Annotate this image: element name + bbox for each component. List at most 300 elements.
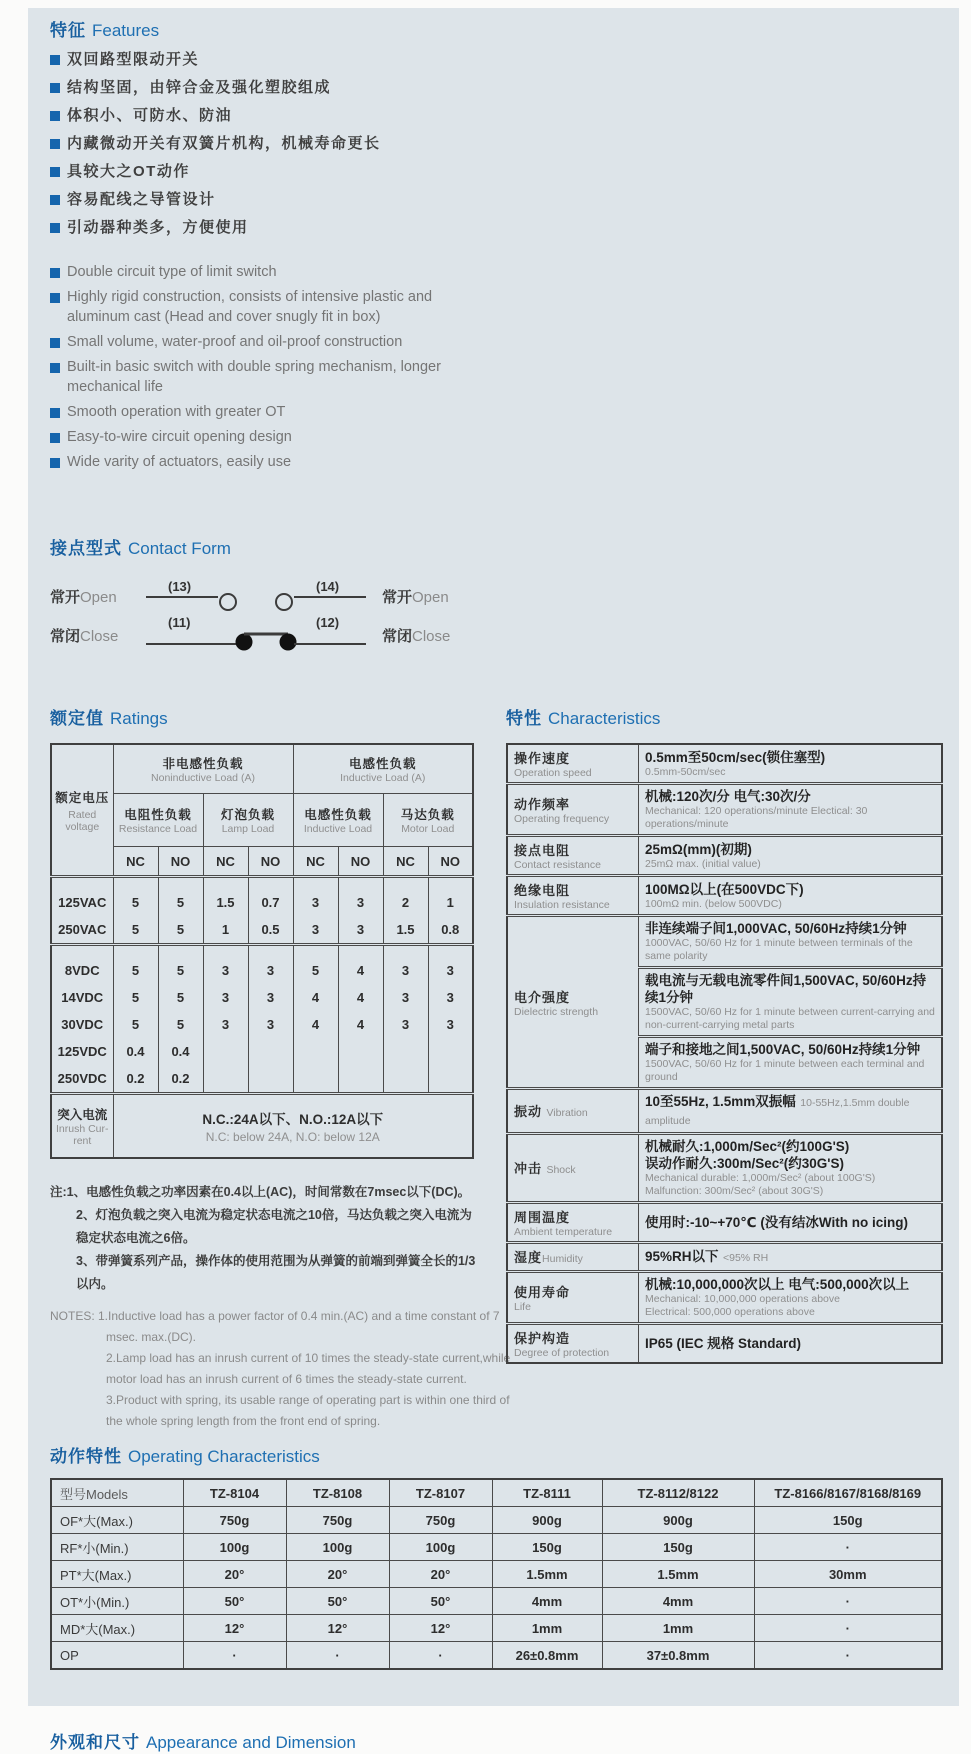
note-zh-1: 注:1、电感性负载之功率因素在0.4以上(AC)，时间常数在7msec以下(DC)。	[50, 1185, 471, 1199]
ratings-row	[51, 916, 473, 945]
model-column-header: TZ-8107	[389, 1479, 492, 1507]
ratings-cell: 3	[338, 916, 383, 945]
operating-row-label: MD*大(Max.)	[51, 1615, 183, 1642]
value-zh: 95%RH以下	[645, 1249, 719, 1264]
value-zh: 使用时:-10~+70℃ (没有结冰With no icing)	[645, 1215, 908, 1230]
bullet-square-icon	[50, 223, 60, 233]
feature-item-en	[50, 287, 490, 327]
label-en: Contact resistance	[514, 859, 601, 871]
ratings-group-vac	[51, 877, 473, 945]
terminal-label-12: (12)	[316, 615, 340, 630]
feature-item-zh	[50, 133, 943, 154]
appearance-title	[50, 1732, 943, 1754]
char-row-ambient-temperature	[507, 1203, 942, 1243]
value-zh: 0.5mm至50cm/sec(锁住塞型)	[645, 749, 826, 765]
operating-cell: 50°	[389, 1588, 492, 1615]
operating-cell: 750g	[286, 1507, 389, 1534]
operating-characteristics-section	[50, 1446, 943, 1670]
value-en: 10-55Hz,1.5mm double amplitude	[645, 1097, 910, 1127]
bullet-square-icon	[50, 139, 60, 149]
operating-row-label: RF*小(Min.)	[51, 1534, 183, 1561]
value-en: Mechanical: 10,000,000 operations above	[645, 1293, 840, 1305]
notes-zh	[50, 1181, 480, 1296]
close-label-zh: 常闭	[382, 627, 413, 645]
operating-rows	[51, 1507, 942, 1670]
ratings-cell: 3	[338, 877, 383, 917]
ratings-cell: 3	[293, 877, 338, 917]
voltage-label: 125VDC	[51, 1038, 113, 1065]
model-column-header: TZ-8166/8167/8168/8169	[754, 1479, 942, 1507]
value-en: 1500VAC, 50/60 Hz for 1 minute between current-carrying and non-current-carrying metal parts	[645, 1006, 935, 1031]
open-label-zh: 常开	[50, 588, 81, 606]
feature-text: Small volume, water-proof and oil-proof construction	[67, 334, 403, 350]
ratings-cell: 0.4	[158, 1038, 203, 1065]
feature-item-en	[50, 332, 490, 352]
operating-row	[51, 1561, 942, 1588]
ratings-cell: 5	[113, 984, 158, 1011]
contact-form-title-en: Contact Form	[128, 539, 231, 558]
value-zh: 机械:120次/分 电气:30次/分	[645, 789, 811, 804]
label-en: Dielectric strength	[514, 1005, 599, 1018]
value-en: Malfunction: 300m/Sec² (about 30G'S)	[645, 1185, 824, 1197]
ratings-cell	[338, 1065, 383, 1094]
close-label-left	[50, 625, 138, 646]
close-label-right	[382, 625, 450, 646]
feature-text: 体积小、可防水、防油	[67, 107, 233, 124]
ratings-title-en: Ratings	[110, 709, 168, 728]
operating-cell: 12°	[389, 1615, 492, 1642]
closed-contact-icon	[280, 634, 296, 650]
label-en: Humidity	[542, 1253, 583, 1265]
ratings-header-resistance	[113, 794, 203, 847]
feature-text: 具较大之OT动作	[67, 163, 190, 180]
feature-text: 双回路型限动开关	[67, 51, 200, 68]
value-zh: 误动作耐久:300m/Sec²(约30G'S)	[645, 1156, 845, 1171]
dielectric-label-cell	[507, 916, 639, 1089]
operating-row-label: PT*大(Max.)	[51, 1561, 183, 1588]
label-en: Shock	[546, 1164, 576, 1176]
ratings-table	[50, 743, 474, 1159]
operating-cell: 150g	[602, 1534, 754, 1561]
ncno-header: NC	[383, 847, 428, 877]
ratings-cell	[293, 1065, 338, 1094]
ratings-row	[51, 1038, 473, 1065]
inductive-zh: 电感性负载	[348, 757, 417, 771]
notes-en	[50, 1306, 526, 1432]
ratings-inrush-row	[51, 1094, 473, 1159]
ratings-row	[51, 877, 473, 917]
ratings-cell: 3	[248, 1011, 293, 1038]
operating-cell: 1mm	[602, 1615, 754, 1642]
value-zh: 非连续端子间1,000VAC, 50/60Hz持续1分钟	[645, 921, 907, 936]
feature-text: Double circuit type of limit switch	[67, 264, 277, 280]
label-en: Vibration	[546, 1107, 588, 1119]
ratings-cell: 1	[203, 916, 248, 945]
voltage-label: 14VDC	[51, 984, 113, 1011]
ratings-cell: 5	[158, 877, 203, 917]
features-section	[50, 20, 943, 472]
lamp-en: Lamp Load	[221, 823, 275, 835]
voltage-label: 250VAC	[51, 916, 113, 945]
operating-cell: 4mm	[492, 1588, 602, 1615]
features-title-zh: 特征	[50, 21, 86, 40]
ncno-header: NO	[248, 847, 293, 877]
char-row-contact-resistance	[507, 836, 942, 876]
ratings-ncno-row	[51, 847, 473, 877]
ratings-cell: 5	[158, 1011, 203, 1038]
rated-voltage-zh: 额定电压	[55, 790, 110, 805]
bullet-square-icon	[50, 195, 60, 205]
char-row-dielectric-1	[507, 916, 942, 968]
feature-item-zh	[50, 189, 943, 210]
inrush-value-cell	[113, 1094, 473, 1159]
close-label-zh: 常闭	[50, 627, 81, 645]
bullet-square-icon	[50, 268, 60, 278]
lamp-zh: 灯泡负载	[220, 808, 275, 822]
char-row-operating-frequency	[507, 784, 942, 836]
operating-cell: 750g	[389, 1507, 492, 1534]
value-zh: 端子和接地之间1,500VAC, 50/60Hz持续1分钟	[645, 1042, 921, 1057]
operating-row	[51, 1534, 942, 1561]
ratings-cell	[338, 1038, 383, 1065]
characteristics-table	[506, 743, 943, 1364]
terminal-label-13: (13)	[168, 579, 192, 594]
ratings-header-lamp	[203, 794, 293, 847]
value-en: Mechanical durable: 1,000m/Sec² (about 100G'S)	[645, 1172, 876, 1184]
operating-cell: ·	[183, 1642, 286, 1670]
inductive-sub-zh: 电感性负载	[304, 808, 372, 822]
resistance-en: Resistance Load	[118, 823, 198, 835]
operating-cell: 26±0.8mm	[492, 1642, 602, 1670]
char-row-insulation-resistance	[507, 876, 942, 916]
ratings-cell: 5	[113, 945, 158, 985]
ratings-header-inductive	[293, 744, 473, 794]
note-en-2: 2.Lamp load has an inrush current of 10 times the steady-state current,while motor load has an inrush current of 6 times the steady-state current.	[106, 1351, 511, 1386]
ratings-header-motor	[383, 794, 473, 847]
terminal-label-11: (11)	[168, 615, 191, 630]
operating-title-zh: 动作特性	[50, 1447, 122, 1466]
value-en: 1500VAC, 50/60 Hz for 1 minute between each terminal and ground	[645, 1058, 925, 1083]
ratings-row	[51, 1065, 473, 1094]
operating-cell: 20°	[183, 1561, 286, 1588]
closed-contact-icon	[236, 634, 252, 650]
operating-cell: 150g	[754, 1507, 942, 1534]
open-label-zh: 常开	[382, 588, 413, 606]
operating-cell: 1.5mm	[602, 1561, 754, 1588]
label-zh: 动作频率	[514, 797, 571, 812]
operating-cell: 100g	[183, 1534, 286, 1561]
operating-cell: 150g	[492, 1534, 602, 1561]
value-zh: 载电流与无载电流零件间1,500VAC, 50/60Hz持续1分钟	[645, 973, 927, 1005]
ratings-cell	[383, 1065, 428, 1094]
resistance-zh: 电阻性负载	[124, 808, 192, 822]
feature-text: Built-in basic switch with double spring mechanism, longer mechanical life	[67, 359, 441, 395]
operating-cell: 100g	[286, 1534, 389, 1561]
contact-row-open	[50, 578, 943, 614]
ratings-cell	[428, 1038, 473, 1065]
operating-cell: 12°	[183, 1615, 286, 1642]
operating-row-label: OT*小(Min.)	[51, 1588, 183, 1615]
operating-row-label: OF*大(Max.)	[51, 1507, 183, 1534]
label-zh: 振动	[514, 1104, 543, 1119]
value-zh: 100MΩ以上(在500VDC下)	[645, 881, 804, 897]
voltage-label: 30VDC	[51, 1011, 113, 1038]
characteristics-title	[506, 708, 943, 730]
ratings-cell: 4	[338, 984, 383, 1011]
ncno-header: NO	[338, 847, 383, 877]
ratings-title-zh: 额定值	[50, 709, 104, 728]
ratings-cell: 3	[428, 945, 473, 985]
char-row-operation-speed	[507, 744, 942, 784]
operating-cell: ·	[389, 1642, 492, 1670]
operating-cell: 50°	[286, 1588, 389, 1615]
char-row-life	[507, 1272, 942, 1324]
ncno-header: NO	[428, 847, 473, 877]
contact-form-section	[50, 538, 943, 656]
ratings-cell: 0.2	[113, 1065, 158, 1094]
terminal-label-14: (14)	[316, 579, 340, 594]
operating-cell: ·	[754, 1642, 942, 1670]
ratings-cell: 5	[113, 1011, 158, 1038]
close-label-en: Close	[80, 627, 119, 645]
ratings-group-vdc	[51, 945, 473, 1094]
contact-diagram	[50, 578, 943, 656]
label-zh: 电介强度	[514, 989, 571, 1005]
bullet-square-icon	[50, 83, 60, 93]
features-list-zh	[50, 49, 943, 238]
ratings-header-rated-voltage	[51, 744, 113, 877]
ratings-cell: 0.8	[428, 916, 473, 945]
char-row-humidity	[507, 1243, 942, 1272]
value-zh: IP65 (IEC 规格 Standard)	[645, 1336, 802, 1351]
ratings-cell: 1.5	[203, 877, 248, 917]
ratings-row	[51, 1011, 473, 1038]
characteristics-section	[506, 708, 943, 1432]
ratings-cell: 3	[383, 984, 428, 1011]
features-title-en: Features	[92, 21, 160, 40]
model-column-header: TZ-8111	[492, 1479, 602, 1507]
ratings-cell	[248, 1038, 293, 1065]
bullet-square-icon	[50, 167, 60, 177]
ratings-cell: 3	[383, 1011, 428, 1038]
value-en: Electrical: 500,000 operations above	[645, 1306, 815, 1318]
operating-cell: 12°	[286, 1615, 389, 1642]
ratings-cell	[293, 1038, 338, 1065]
operating-title	[50, 1446, 943, 1468]
inrush-value-zh: N.C.:24A以下、N.O.:12A以下	[202, 1112, 384, 1127]
appearance-title-zh: 外观和尺寸	[50, 1733, 140, 1752]
bullet-square-icon	[50, 433, 60, 443]
note-en-3: 3.Product with spring, its usable range of operating part is within one third of the whole spring length from the front end of spring.	[106, 1393, 510, 1428]
contact-form-title	[50, 538, 943, 560]
label-zh: 湿度	[514, 1250, 543, 1265]
ratings-title	[50, 708, 480, 730]
value-en: 100mΩ min. (below 500VDC)	[645, 897, 782, 910]
operating-cell: ·	[286, 1642, 389, 1670]
open-contact-icon	[220, 594, 236, 610]
operating-cell: 900g	[492, 1507, 602, 1534]
feature-text: 容易配线之导管设计	[67, 191, 216, 208]
note-zh-2: 2、灯泡负载之突入电流为稳定状态电流之10倍，马达负载之突入电流为稳定状态电流之6倍。	[76, 1208, 472, 1245]
value-zh: 机械:10,000,000次以上 电气:500,000次以上	[645, 1277, 910, 1292]
features-title	[50, 20, 943, 42]
ratings-cell: 3	[428, 1011, 473, 1038]
operating-row	[51, 1588, 942, 1615]
ratings-cell: 1.5	[383, 916, 428, 945]
features-list-en	[50, 262, 490, 472]
noninductive-zh: 非电感性负载	[162, 757, 244, 771]
operating-cell: 37±0.8mm	[602, 1642, 754, 1670]
ratings-cell: 3	[248, 945, 293, 985]
ratings-cell: 1	[428, 877, 473, 917]
ratings-cell: 0.7	[248, 877, 293, 917]
ratings-cell	[428, 1065, 473, 1094]
motor-en: Motor Load	[401, 823, 455, 835]
value-zh: 机械耐久:1,000m/Sec²(约100G'S)	[645, 1139, 850, 1154]
bullet-square-icon	[50, 55, 60, 65]
value-en: 1000VAC, 50/60 Hz for 1 minute between terminals of the same polarity	[645, 937, 913, 962]
model-column-header: TZ-8112/8122	[602, 1479, 754, 1507]
char-row-shock	[507, 1134, 942, 1203]
open-label-left	[50, 586, 138, 607]
bullet-square-icon	[50, 458, 60, 468]
value-zh: 10至55Hz, 1.5mm双振幅	[645, 1094, 796, 1109]
characteristics-title-zh: 特性	[506, 709, 542, 728]
ratings-cell: 0.5	[248, 916, 293, 945]
label-zh: 绝缘电阻	[514, 883, 571, 898]
ratings-header-noninductive	[113, 744, 293, 794]
open-label-en: Open	[412, 588, 449, 606]
open-contact-icon	[276, 594, 292, 610]
feature-item-en	[50, 427, 490, 447]
bullet-square-icon	[50, 408, 60, 418]
ratings-cell: 0.2	[158, 1065, 203, 1094]
bullet-square-icon	[50, 293, 60, 303]
label-en: Operating frequency	[514, 813, 610, 825]
feature-item-zh	[50, 77, 943, 98]
bullet-square-icon	[50, 338, 60, 348]
ratings-cell	[248, 1065, 293, 1094]
value-en: Mechanical: 120 operations/minute Electical: 30 operations/minute	[645, 805, 868, 830]
note-en-1: NOTES: 1.Inductive load has a power factor of 0.4 min.(AC) and a time constant of 7 msec. max.(DC).	[50, 1309, 500, 1344]
label-zh: 使用寿命	[514, 1285, 571, 1300]
ratings-cell: 3	[428, 984, 473, 1011]
operating-cell: 30mm	[754, 1561, 942, 1588]
label-en: Insulation resistance	[514, 899, 610, 911]
contact-row-close	[50, 614, 943, 656]
ratings-cell: 4	[293, 1011, 338, 1038]
open-contact-diagram	[138, 578, 374, 614]
char-row-degree-of-protection	[507, 1324, 942, 1364]
value-en: 0.5mm-50cm/sec	[645, 765, 726, 778]
feature-item-en	[50, 452, 490, 472]
feature-text: Easy-to-wire circuit opening design	[67, 429, 292, 445]
ratings-row	[51, 945, 473, 985]
ncno-header: NC	[293, 847, 338, 877]
ratings-header-inductive-sub	[293, 794, 383, 847]
ncno-header: NC	[203, 847, 248, 877]
operating-cell: 4mm	[602, 1588, 754, 1615]
inrush-value-en: N.C: below 24A, N.O: below 12A	[205, 1130, 380, 1144]
ratings-cell: 5	[158, 984, 203, 1011]
feature-item-en	[50, 357, 490, 397]
label-en: Life	[514, 1301, 531, 1313]
ratings-cell: 5	[113, 916, 158, 945]
appearance-section	[50, 1732, 943, 1754]
operating-cell: 1.5mm	[492, 1561, 602, 1588]
feature-item-zh	[50, 161, 943, 182]
ratings-cell: 3	[203, 945, 248, 985]
feature-text: 引动器种类多，方便使用	[67, 219, 249, 236]
operating-row	[51, 1615, 942, 1642]
label-zh: 冲击	[514, 1161, 543, 1176]
contact-form-title-zh: 接点型式	[50, 539, 122, 558]
ratings-cell: 4	[338, 945, 383, 985]
voltage-label: 125VAC	[51, 877, 113, 917]
operating-cell: ·	[754, 1588, 942, 1615]
value-zh: 25mΩ(mm)(初期)	[645, 841, 752, 857]
inductive-en: Inductive Load (A)	[340, 772, 426, 784]
voltage-label: 250VDC	[51, 1065, 113, 1094]
appearance-title-en: Appearance and Dimension	[146, 1733, 356, 1752]
ratings-cell: 2	[383, 877, 428, 917]
ratings-section	[50, 708, 511, 1432]
ratings-cell: 0.4	[113, 1038, 158, 1065]
feature-item-en	[50, 402, 490, 422]
operating-cell: 20°	[286, 1561, 389, 1588]
ratings-cell: 5	[158, 945, 203, 985]
ratings-cell: 5	[113, 877, 158, 917]
feature-item-en	[50, 262, 490, 282]
operating-row-label: OP	[51, 1642, 183, 1670]
label-en: Operation speed	[514, 767, 592, 779]
model-column-header: TZ-8108	[286, 1479, 389, 1507]
label-zh: 保护构造	[514, 1331, 571, 1346]
value-en: <95% RH	[722, 1252, 769, 1264]
ratings-cell	[203, 1065, 248, 1094]
feature-text: Highly rigid construction, consists of intensive plastic and aluminum cast (Head and cover snugly fit in box)	[67, 289, 433, 325]
closed-contact-diagram	[138, 614, 374, 656]
ratings-cell: 3	[248, 984, 293, 1011]
inrush-zh: 突入电流	[57, 1108, 108, 1122]
ratings-cell: 3	[383, 945, 428, 985]
open-label-en: Open	[80, 588, 117, 606]
ratings-cell: 3	[203, 984, 248, 1011]
feature-item-zh	[50, 49, 943, 70]
ratings-cell: 4	[338, 1011, 383, 1038]
models-header: 型号Models	[51, 1479, 183, 1507]
operating-cell: 20°	[389, 1561, 492, 1588]
operating-row	[51, 1507, 942, 1534]
bullet-square-icon	[50, 363, 60, 373]
ncno-header: NO	[158, 847, 203, 877]
label-zh: 接点电阻	[514, 843, 571, 858]
label-zh: 周围温度	[514, 1210, 571, 1225]
value-en: 25mΩ max. (initial value)	[645, 857, 761, 870]
feature-item-zh	[50, 105, 943, 126]
model-column-header: TZ-8104	[183, 1479, 286, 1507]
operating-cell: 50°	[183, 1588, 286, 1615]
feature-text: Wide varity of actuators, easily use	[67, 454, 292, 470]
operating-cell: 900g	[602, 1507, 754, 1534]
inrush-en: Inrush Cur-rent	[55, 1123, 109, 1147]
inrush-label-cell	[51, 1094, 113, 1159]
ratings-cell: 5	[293, 945, 338, 985]
bullet-square-icon	[50, 111, 60, 121]
ratings-notes	[50, 1181, 511, 1432]
ratings-cell: 5	[158, 916, 203, 945]
feature-text: 内藏微动开关有双簧片机构，机械寿命更长	[67, 135, 381, 152]
